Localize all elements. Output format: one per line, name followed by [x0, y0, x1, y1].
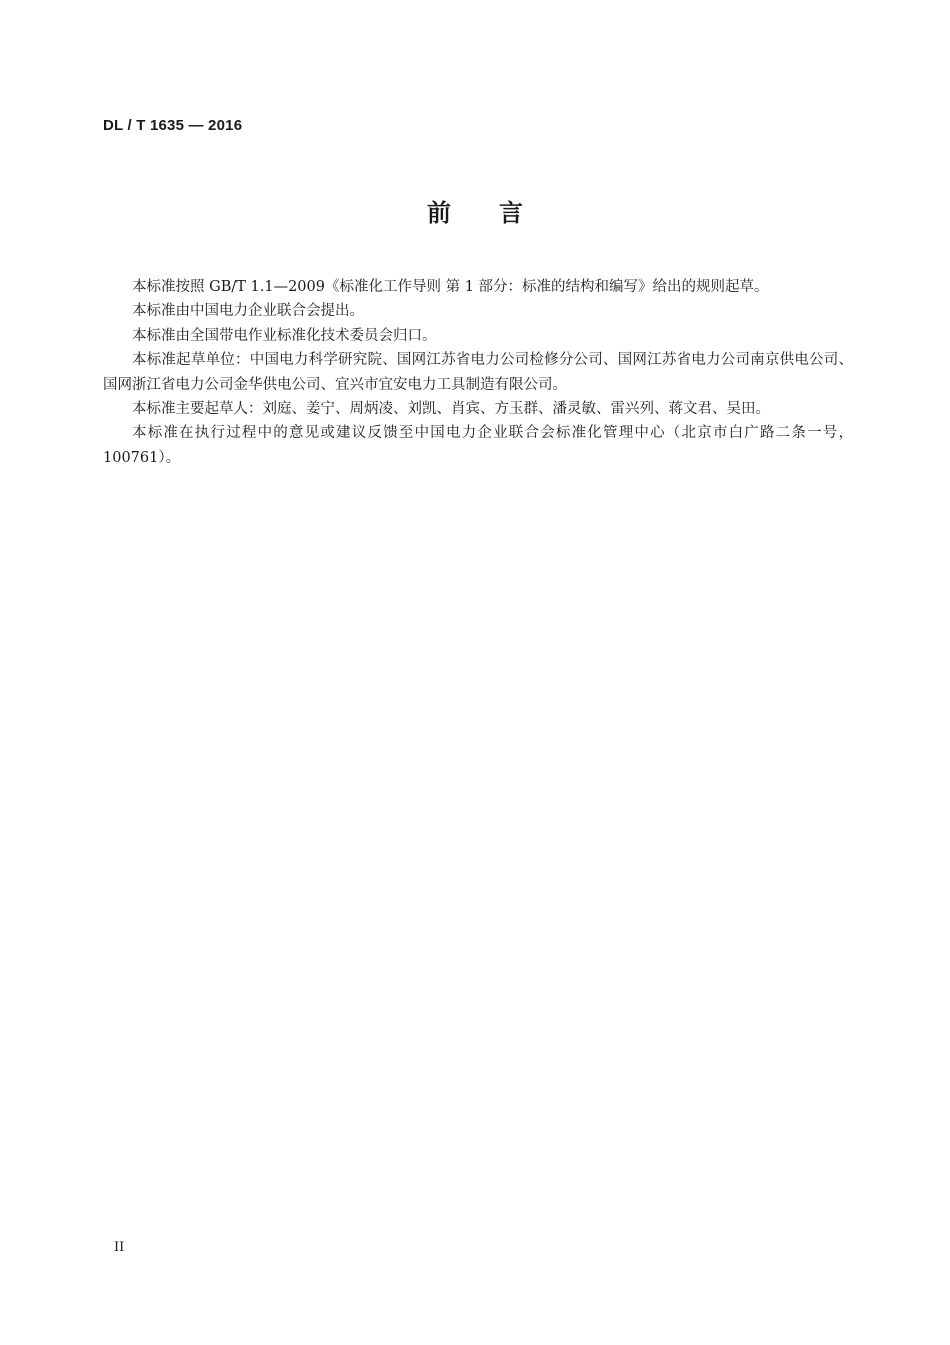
page-number: II [114, 1240, 125, 1255]
paragraph-technical-committee: 本标准由全国带电作业标准化技术委员会归口。 [132, 327, 437, 344]
paragraph-feedback: 本标准在执行过程中的意见或建议反馈至中国电力企业联合会标准化管理中心（北京市白广路二条一号，100761）。 [103, 425, 853, 466]
paragraph-drafting-rules: 本标准按照 GB/T 1.1—2009《标准化工作导则 第 1 部分：标准的结构和编写》给出的规则起草。 [132, 279, 769, 295]
paragraph-proposer: 本标准由中国电力企业联合会提出。 [132, 303, 364, 320]
paragraph-drafting-units: 本标准起草单位：中国电力科学研究院、国网江苏省电力公司检修分公司、国网江苏省电力公司南京供电公司、国网浙江省电力公司金华供电公司、宜兴市宜安电力工具制造有限公司。 [103, 352, 853, 393]
page-title: 前 言 [427, 199, 523, 227]
standard-code: DL / T 1635 — 2016 [103, 117, 243, 134]
paragraph-drafters: 本标准主要起草人：刘庭、姜宁、周炳凌、刘凯、肖宾、方玉群、潘灵敏、雷兴列、蒋文君、吴田。 [132, 401, 770, 418]
foreword-body [103, 275, 853, 470]
